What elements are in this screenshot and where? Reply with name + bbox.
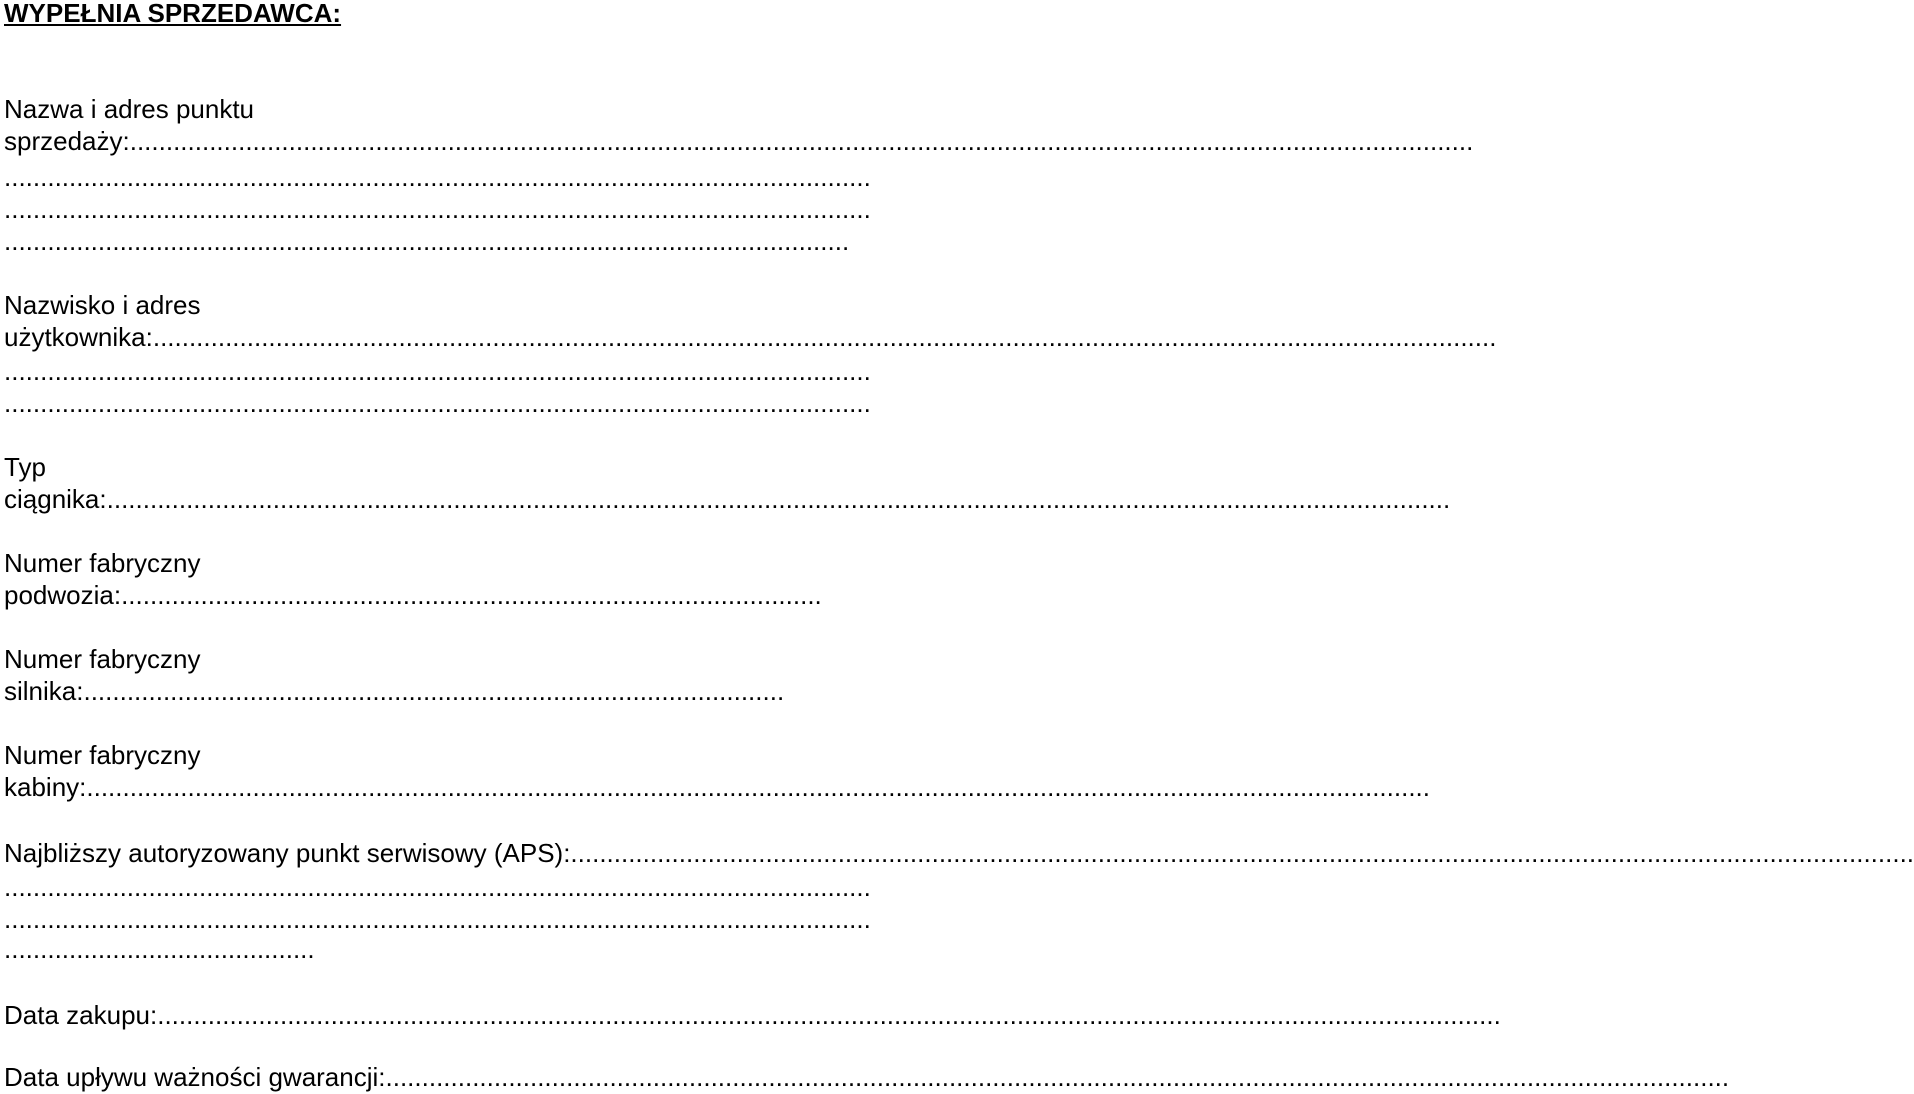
seller-dots-line[interactable]: ........................................................................................................................ [4,162,871,192]
seller-dots-line[interactable]: ..................................................................................................................... [4,226,850,256]
seller-label-line1: Nazwa i adres punktu [4,94,255,124]
chassis-field[interactable] [4,578,960,612]
cabin-label: kabiny: [4,772,87,802]
chassis-label-line1: Numer fabryczny [4,548,201,578]
chassis-label: podwozia: [4,580,122,610]
dot-leader: .......................................................................................................................................................................................... [129,126,1474,156]
service-dots-line[interactable]: ........................................... [4,934,315,964]
service-label: Najbliższy autoryzowany punkt serwisowy (APS): [4,838,571,868]
warranty-date-label: Data upływu ważności gwarancji: [4,1062,386,1092]
purchase-date-field[interactable] [4,998,1501,1032]
dot-leader: .......................................................................................................................................................................................... [385,1062,1730,1092]
warranty-date-field[interactable] [4,1060,1730,1094]
cabin-field[interactable] [4,770,1430,804]
dot-leader: .......................................................................................................................................................................................... [157,1000,1501,1030]
tractor-type-label-line1: Typ [4,452,46,482]
user-dots-line[interactable]: ........................................................................................................................ [4,388,871,418]
form-header: WYPEŁNIA SPRZEDAWCA: [4,0,342,28]
seller-field[interactable] [4,124,1474,158]
dot-leader: ................................................................................................. [83,676,785,706]
seller-label: sprzedaży: [4,126,130,156]
user-dots-line[interactable]: ........................................................................................................................ [4,356,871,386]
dot-leader: .......................................................................................................................................................................................... [152,322,1497,352]
user-label: użytkownika: [4,322,153,352]
dot-leader: ................................................................................................. [121,580,822,610]
tractor-type-label: ciągnika: [4,484,107,514]
engine-field[interactable] [4,674,960,708]
dot-leader: .......................................................................................................................................................................................... [106,484,1451,514]
dot-leader: .......................................................................................................................................................................................... [570,838,1914,868]
seller-dots-line[interactable]: ........................................................................................................................ [4,194,871,224]
dot-leader: .......................................................................................................................................................................................... [86,772,1430,802]
purchase-date-label: Data zakupu: [4,1000,158,1030]
engine-label: silnika: [4,676,84,706]
tractor-type-field[interactable] [4,482,1451,516]
service-dots-line[interactable]: ........................................................................................................................ [4,904,871,934]
engine-label-line1: Numer fabryczny [4,644,201,674]
service-field[interactable] [4,836,1914,870]
user-field[interactable] [4,320,1497,354]
user-label-line1: Nazwisko i adres [4,290,201,320]
service-dots-line[interactable]: ........................................................................................................................ [4,872,871,902]
cabin-label-line1: Numer fabryczny [4,740,201,770]
